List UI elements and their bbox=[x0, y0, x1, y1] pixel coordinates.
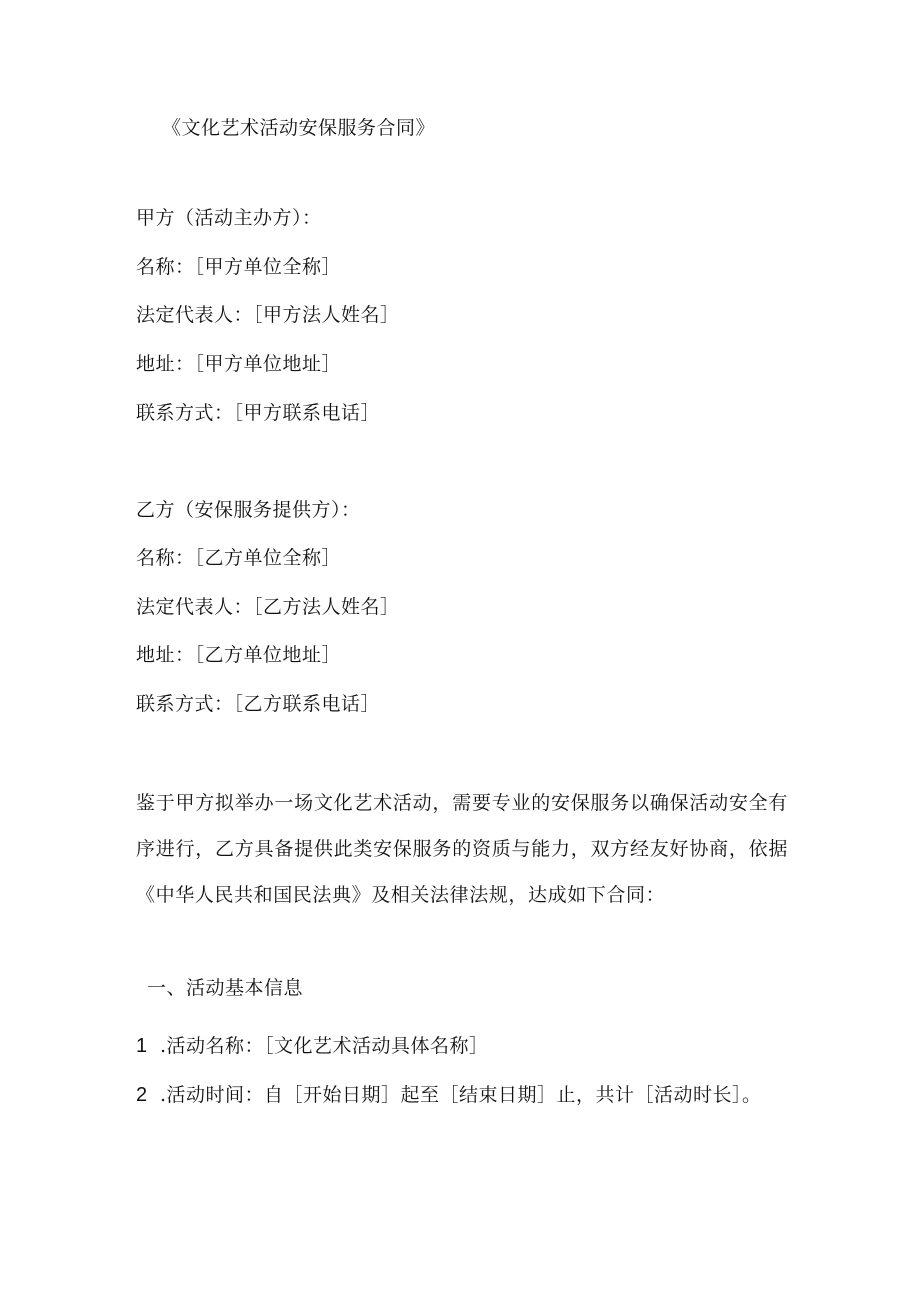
party-a-name: 名称：［甲方单位全称］ bbox=[136, 256, 342, 278]
party-a-address: 地址：［甲方单位地址］ bbox=[136, 353, 342, 375]
item-text: .活动名称：［文化艺术活动具体名称］ bbox=[160, 1035, 489, 1057]
party-b-legal-rep: 法定代表人：［乙方法人姓名］ bbox=[136, 596, 400, 618]
preamble-paragraph: 鉴于甲方拟举办一场文化艺术活动，需要专业的安保服务以确保活动安全有序进行，乙方具备提供此类安保服务的资质与能力，双方经友好协商，依据《中华人民共和国民法典》及相关法律法规，达成如下合同： bbox=[136, 792, 788, 906]
party-a-legal-rep: 法定代表人：［甲方法人姓名］ bbox=[136, 304, 400, 326]
party-b-contact: 联系方式：［乙方联系电话］ bbox=[136, 693, 381, 715]
section-1-item bbox=[136, 1033, 489, 1059]
party-b-heading: 乙方（安保服务提供方）： bbox=[136, 499, 361, 521]
party-a-contact: 联系方式：［甲方联系电话］ bbox=[136, 402, 381, 424]
party-a-heading: 甲方（活动主办方）： bbox=[136, 207, 322, 229]
section-1-item bbox=[136, 1082, 762, 1108]
party-b-address: 地址：［乙方单位地址］ bbox=[136, 644, 342, 666]
item-text: .活动时间：自［开始日期］起至［结束日期］止，共计［活动时长］。 bbox=[160, 1084, 762, 1106]
item-number: 1 bbox=[136, 1035, 148, 1057]
party-b-name: 名称：［乙方单位全称］ bbox=[136, 547, 342, 569]
document-title: 《文化艺术活动安保服务合同》 bbox=[162, 117, 436, 139]
item-number: 2 bbox=[136, 1084, 148, 1106]
section-1-heading: 一、活动基本信息 bbox=[147, 977, 304, 999]
